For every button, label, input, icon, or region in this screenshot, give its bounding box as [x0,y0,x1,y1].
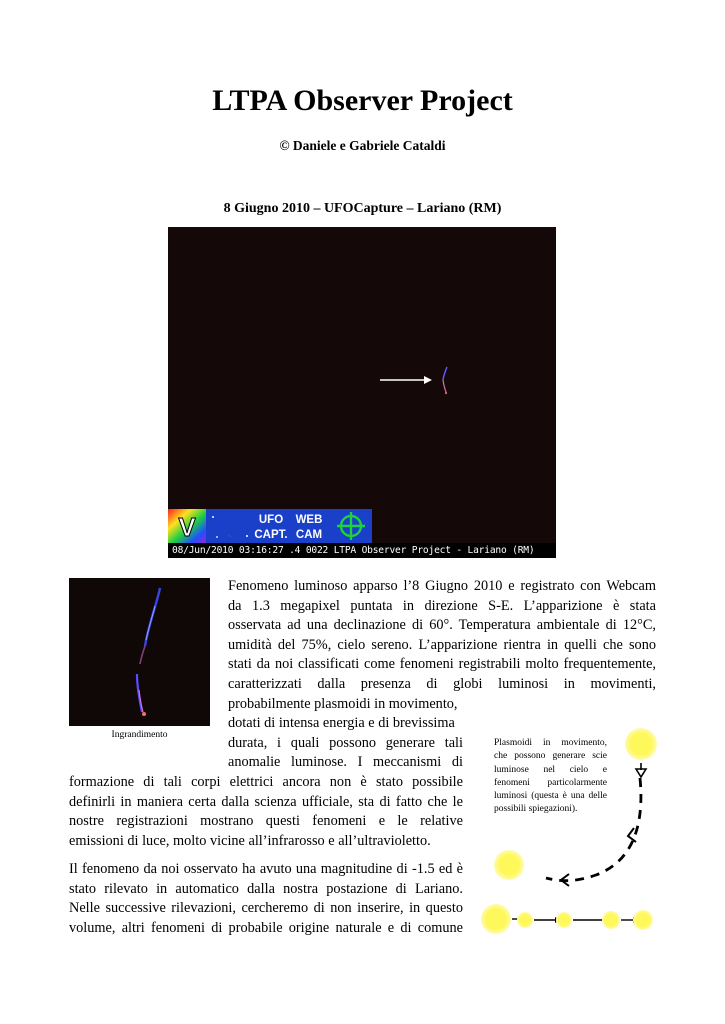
p1c-line: formazione di tali corpi elettrici ancora non è stato possibile [69,774,463,790]
zoom-caption: Ingrandimento [111,730,168,740]
p1c-line: nostre registrazioni mostrano questi fenomeni e le relative [69,813,463,830]
p1-line: umidità del 75%, cielo sereno. L’apparizione rientra in quelli che sono [228,636,656,653]
plasmoid-diagram-drawing [476,720,666,950]
pointer-arrow-icon [380,376,432,384]
globe-icon [517,912,533,928]
authors-line: © Daniele e Gabriele Cataldi [279,138,446,153]
page-title: LTPA Observer Project [212,84,513,117]
p2-line: stato rilevato in automatico dalla nostra postazione di Lariano. [69,880,463,897]
globe-icon [494,850,524,880]
webcam-frame-drawing [168,227,556,558]
globe-icon [633,910,653,930]
p2-line: Nelle successive rilevazioni, cercheremo di non inserire, in questo [69,900,463,917]
side-note-line: luminosi (questa è una delle [494,791,607,802]
paragraph-1-continued [228,714,463,773]
svg-text:WEB: WEB [295,514,323,526]
p1b-line: durata, i quali possono generare tali [228,734,463,751]
chevron-icon [628,828,636,842]
svg-text:CAM: CAM [295,529,323,541]
globe-icon [602,911,620,929]
p1b-line: dotati di intensa energia e di brevissima [228,715,455,731]
globe-icon [625,728,657,760]
side-note-line: luminose nel cielo e [494,764,607,775]
plasmoid-diagram [476,720,666,950]
p2-line: volume, altri fenomeni di probabile origine naturale e di comune [69,919,463,936]
p2-line: Il fenomeno da noi osservato ha avuto una magnitudine di -1.5 ed è [69,861,463,877]
ufocapture-logo [168,509,372,543]
event-subtitle: 8 Giugno 2010 – UFOCapture – Lariano (RM) [223,201,502,216]
zoom-trail-drawing [69,578,210,726]
webcam-frame [168,227,556,558]
p1b-line: anomalie luminose. I meccanismi di [228,754,463,771]
p1-line: Fenomeno luminoso apparso l’8 Giugno 2010 e registrato con Webcam [228,578,656,594]
svg-text:UFO: UFO [258,514,284,526]
globe-icon [481,904,511,934]
side-note-line: fenomeni particolarmente [494,777,607,788]
paragraph-1 [228,577,656,714]
p1c-line: definirli in maniera certa dalla scienza ufficiale, sta di fatto che le [69,793,463,810]
p1-line: osservata ad una declinazione di 60°. Temperatura ambientale di 12°C, [228,617,656,634]
paragraph-1-end [69,773,463,851]
p1-line: da 1.3 megapixel puntata in direzione S-E. L’apparizione è stata [228,597,656,614]
p1-line: stati da noi classificati come fenomeni registrabili molto frequentemente, [228,656,656,673]
side-note-line: Plasmoidi in movimento, [494,738,607,748]
side-note-line: possibili spiegazioni). [494,804,578,815]
globe-icon [556,912,572,928]
light-trail [443,367,447,394]
svg-text:CAPT.: CAPT. [254,529,288,541]
p1-line: probabilmente plasmoidi in movimento, [228,695,458,712]
paragraph-2 [69,860,463,938]
side-note-line: che possono generare scie [494,751,607,762]
p1-line: caratterizzati dalla presenza di globi luminosi in movimenti, [228,675,656,692]
frame-timestamp-caption: 08/Jun/2010 03:16:27 .4 0022 LTPA Observer Project - Lariano (RM) [168,543,556,558]
logo-v: V [178,512,196,542]
p1c-line: emissioni di luce, molto vicine all’infrarosso e all’ultravioletto. [69,832,431,849]
zoom-image [69,578,210,726]
